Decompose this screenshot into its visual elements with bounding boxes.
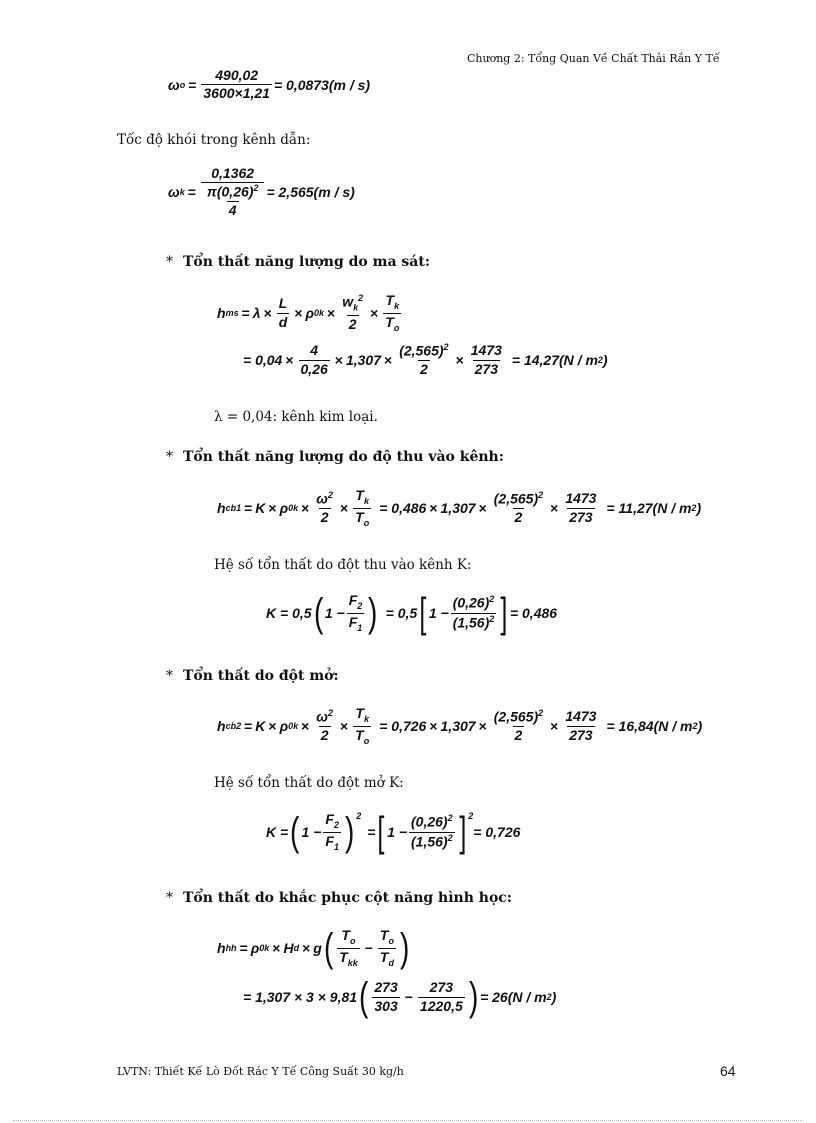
equation-expansion: h cb2 = K × ρ 0k × $\frac{\omega^2}{2}$ × $\frac{T_k}{T_o}$ = 0,726 × 1,307 × $\frac{(2,565)^2}{2}$ × $\frac{1473}{273}$ = 16,84(N / m 2 )	[217, 705, 703, 746]
equation-geometric-line1: h hh = ρ 0k × H d × g ( $\frac{T_o}{T_{kk}}$ − $\frac{T_o}{T_d}$ )	[217, 926, 410, 971]
footer-title: LVTN: Thiết Kế Lò Đốt Rác Y Tế Công Suất 30 kg/h	[117, 1065, 404, 1078]
equation-contraction: h cb1 = K × ρ 0k × $\frac{\omega^2}{2}$ × $\frac{T_k}{T_o}$ = 0,486 × 1,307 × $\frac{(2,565)^2}{2}$ × $\frac{1473}{273}$ = 11,27(N / m 2 )	[217, 487, 702, 528]
equation-wk: ω k = $\frac{0,1362}{\frac{\pi(0,26)^2}{4}}$ = 2,565(m / s)	[168, 165, 355, 219]
heading-geometric-loss: * Tổn thất do khắc phục cột năng hình học:	[166, 890, 512, 906]
equation-friction-line2: = 0,04 × $\frac{4}{0,26}$ × 1,307 × $\frac{(2,565)^2}{2}$ × $\frac{1473}{273}$ = 14,27(N / m 2 )	[243, 342, 608, 378]
equation-k-contraction: K = 0,5 ( 1 − $\frac{F_2}{F_1}$ ) = 0,5 [ 1 − $\frac{(0,26)^2}{(1,56)^2}$ ] = 0,486	[266, 589, 558, 636]
heading-friction-loss: * Tổn thất năng lượng do ma sát:	[166, 254, 430, 270]
equation-w0: ω o = $\frac{490,02}{3600\times 1,21}$ = 0,0873(m / s)	[168, 67, 371, 102]
paragraph-k-contraction: Hệ số tổn thất do đột thu vào kênh K:	[214, 557, 472, 573]
equation-geometric-line2: = 1,307 × 3 × 9,81 ( $\frac{273}{303}$ − $\frac{273}{1220,5}$ ) = 26(N / m 2 )	[243, 975, 557, 1019]
bottom-dotted-rule	[13, 1120, 803, 1121]
page-number: 64	[720, 1063, 736, 1079]
paragraph-smoke-speed: Tốc độ khói trong kênh dẫn:	[117, 132, 311, 148]
equation-k-expansion: K = ( 1 − $\frac{F_2}{F_1}$ ) $^2$ = [ 1 − $\frac{(0,26)^2}{(1,56)^2}$ ] $^2$ = 0,726	[266, 808, 521, 855]
paragraph-lambda: λ = 0,04: kênh kim loại.	[214, 409, 378, 425]
paragraph-k-expansion: Hệ số tổn thất do đột mở K:	[214, 775, 404, 791]
running-header: Chương 2: Tổng Quan Về Chất Thải Rắn Y Tế	[467, 52, 720, 65]
heading-expansion-loss: * Tổn thất do đột mở:	[166, 668, 339, 684]
equation-friction-line1: h ms = λ × $\frac{L}{d}$ × ρ 0k × $\frac{w_k^2}{2}$ × $\frac{T_k}{T_o}$	[217, 292, 400, 333]
heading-contraction-loss: * Tổn thất năng lượng do độ thu vào kênh:	[166, 449, 504, 465]
